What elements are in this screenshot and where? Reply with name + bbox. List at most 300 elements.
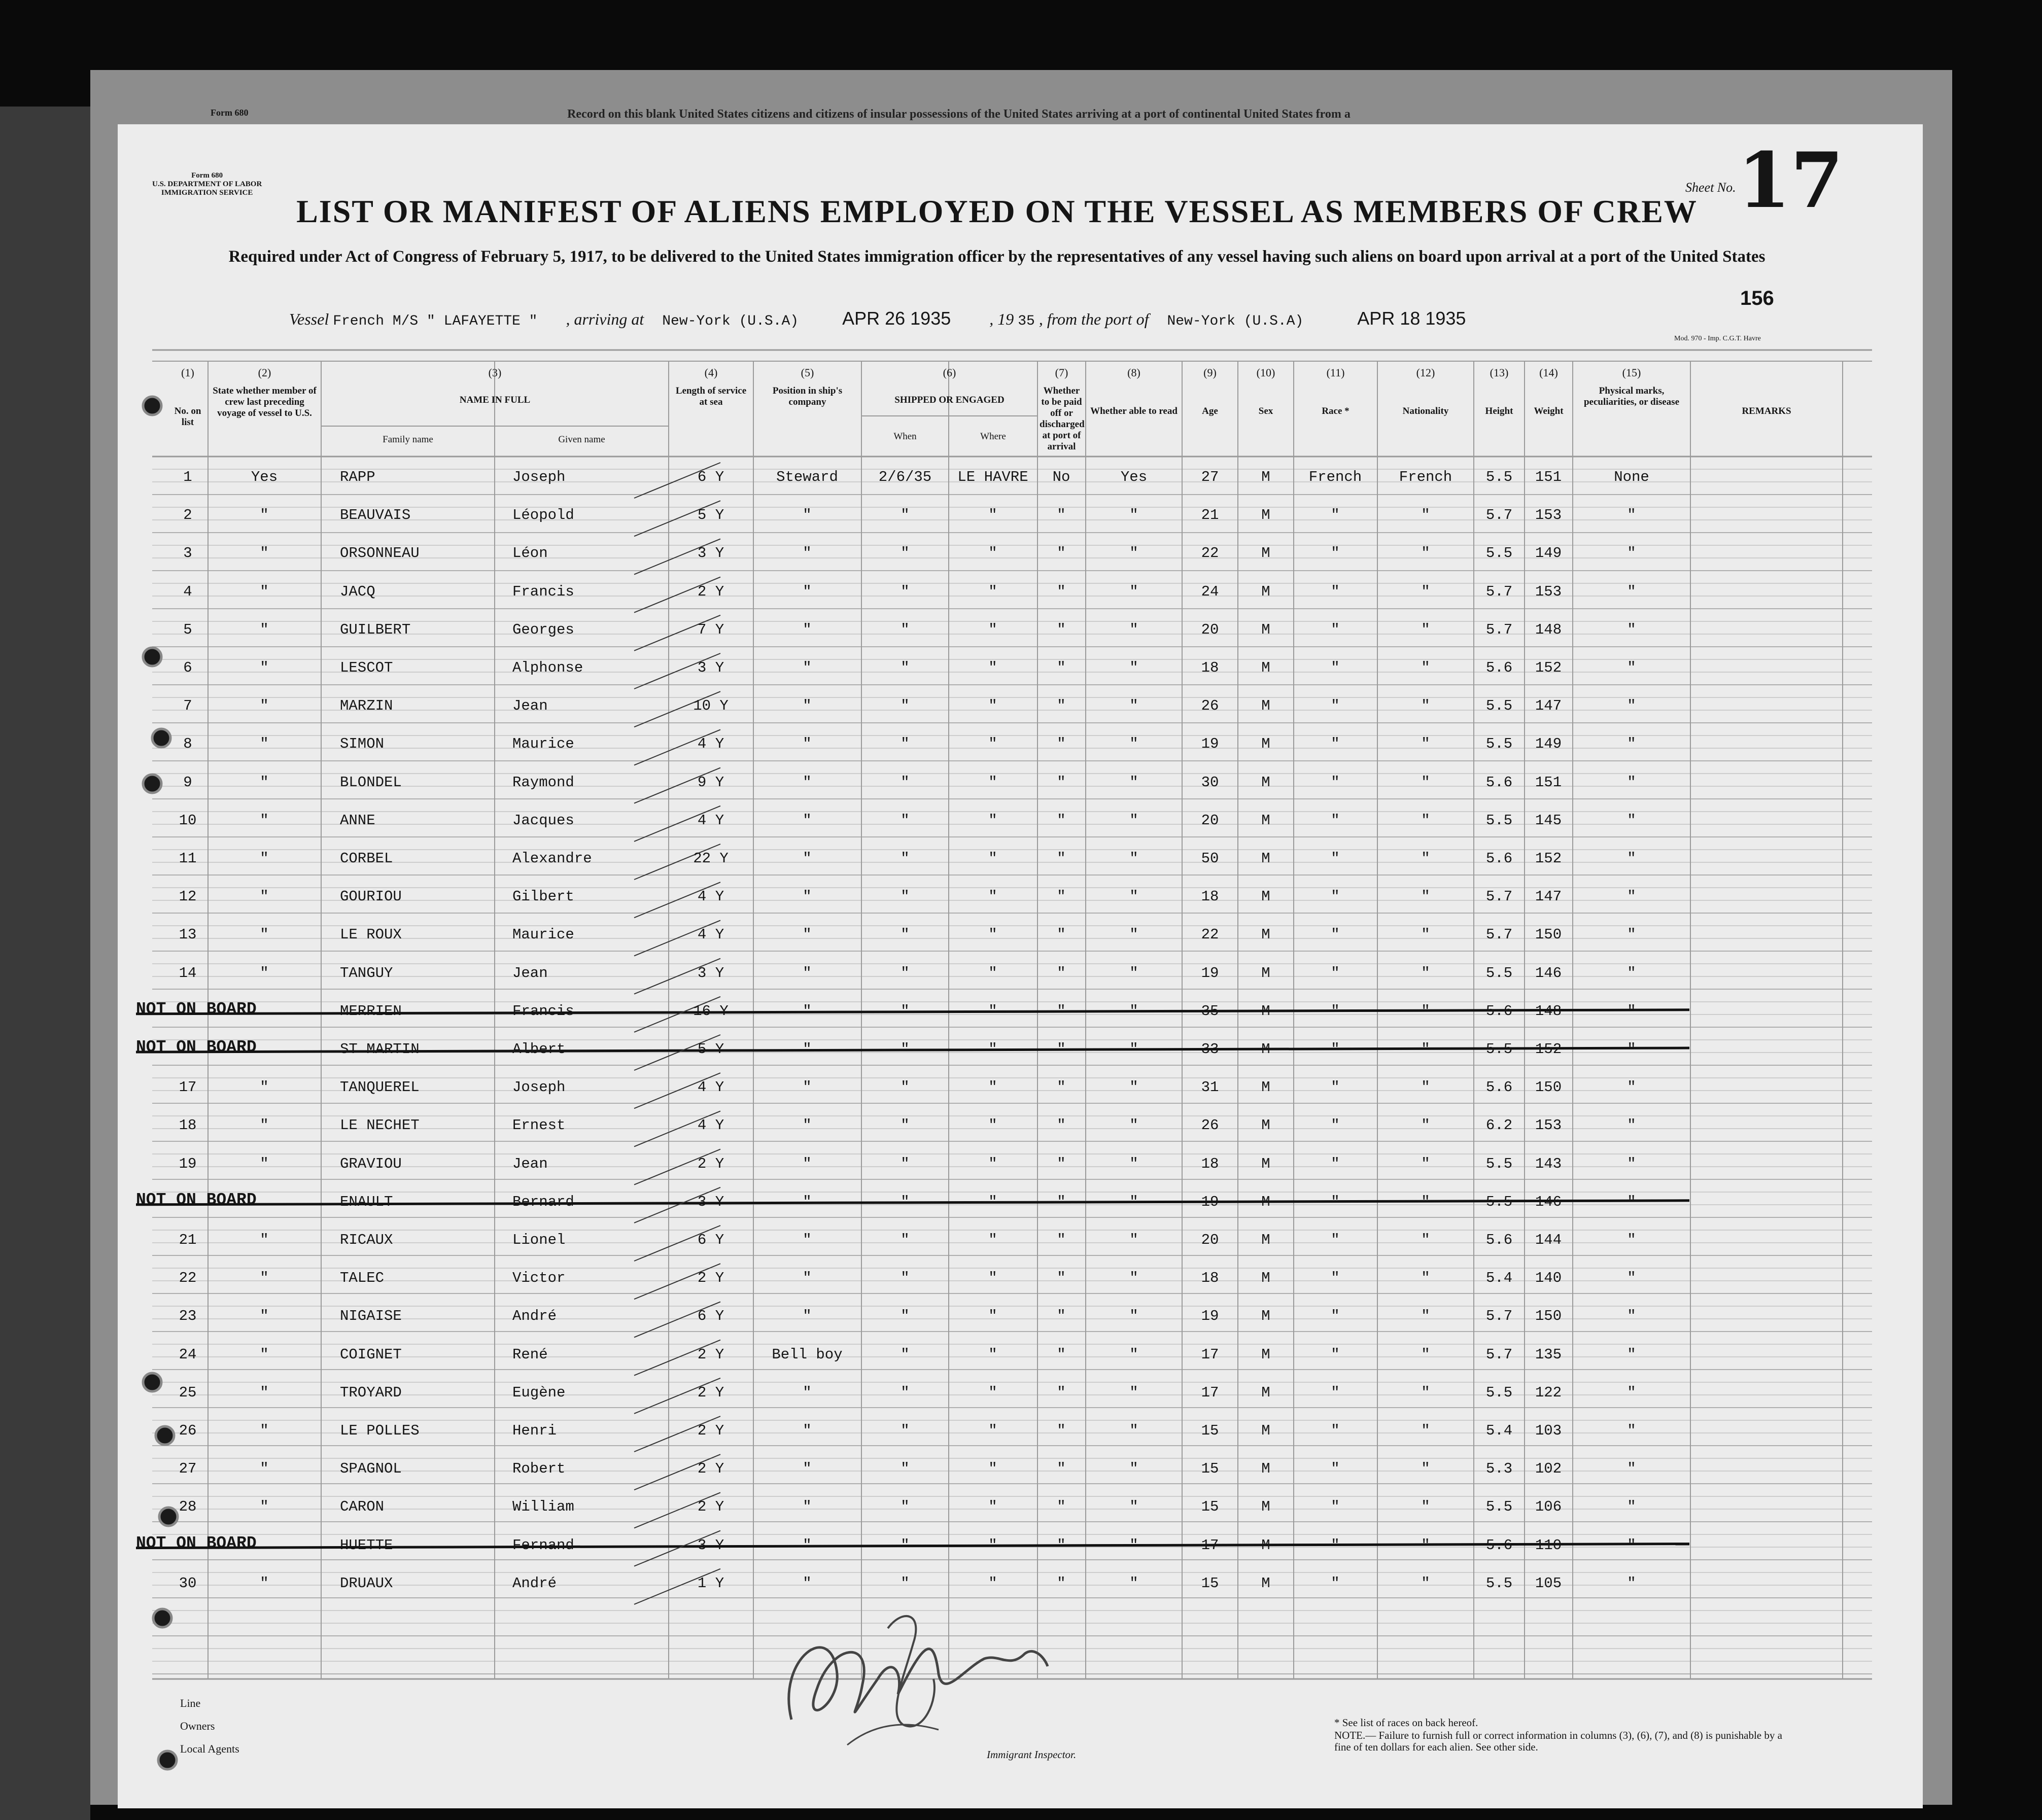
- cell-sex: M: [1261, 1041, 1270, 1058]
- cell-family: BEAUVAIS: [340, 507, 411, 524]
- column-header: REMARKS: [1742, 406, 1791, 416]
- cell-service: 3 Y: [697, 659, 724, 676]
- cell-race: ": [1331, 1536, 1340, 1554]
- cell-service: 6 Y: [697, 469, 724, 485]
- cell-nationality: ": [1421, 888, 1430, 905]
- cell-age: 21: [1201, 507, 1219, 524]
- cell-paid: ": [1057, 926, 1066, 943]
- cell-prev: ": [260, 850, 269, 867]
- column-number: (10): [1256, 366, 1275, 379]
- cell-when: ": [901, 621, 910, 638]
- cell-nationality: ": [1421, 1041, 1430, 1058]
- cell-read: ": [1129, 507, 1138, 524]
- punch-hole-icon: [143, 397, 161, 415]
- cell-paid: ": [1057, 545, 1066, 562]
- cell-weight: 147: [1535, 697, 1562, 715]
- cell-no: 30: [179, 1574, 197, 1592]
- cell-read: ": [1129, 1117, 1138, 1134]
- cell-family: MERRIEN: [340, 1002, 402, 1020]
- column-header: Whether to be paid off or discharged at port of arrival: [1040, 386, 1085, 452]
- cell-where: ": [988, 1574, 997, 1592]
- cell-marks: ": [1627, 1002, 1636, 1020]
- cell-family: CARON: [340, 1498, 385, 1516]
- cell-prev: ": [260, 1270, 269, 1287]
- cell-position: ": [803, 545, 812, 562]
- column-header: Weight: [1534, 406, 1564, 416]
- cell-sex: M: [1261, 697, 1270, 715]
- cell-family: ST MARTIN: [340, 1041, 420, 1058]
- not-on-board-note: NOT ON BOARD: [136, 1533, 257, 1553]
- cell-where: ": [988, 1346, 997, 1363]
- column-number: (5): [801, 366, 814, 379]
- cell-paid: ": [1057, 1002, 1066, 1020]
- cell-where: ": [988, 1041, 997, 1058]
- cell-position: ": [803, 697, 812, 715]
- cell-nationality: ": [1421, 812, 1430, 829]
- cell-read: ": [1129, 1193, 1138, 1210]
- cell-no: 22: [179, 1270, 197, 1287]
- cell-marks: ": [1627, 1574, 1636, 1592]
- cell-family: GUILBERT: [340, 621, 411, 638]
- cell-where: ": [988, 1536, 997, 1554]
- cell-family: TROYARD: [340, 1384, 402, 1401]
- column-number: (2): [258, 366, 271, 379]
- cell-height: 5.6: [1485, 774, 1513, 791]
- cell-family: HUETTE: [340, 1536, 393, 1554]
- cell-age: 15: [1201, 1460, 1219, 1478]
- cell-height: 5.5: [1485, 1041, 1513, 1058]
- cell-position: ": [803, 1117, 812, 1134]
- stamp-number: 156: [1740, 287, 1774, 309]
- cell-when: ": [901, 1155, 910, 1172]
- cell-paid: ": [1057, 1155, 1066, 1172]
- cell-position: ": [803, 1232, 812, 1248]
- cell-given: Eugène: [512, 1384, 566, 1401]
- cell-prev: ": [260, 1155, 269, 1172]
- cell-where: ": [988, 1270, 997, 1287]
- cell-paid: ": [1057, 697, 1066, 715]
- cell-given: Gilbert: [512, 888, 574, 905]
- cell-read: ": [1129, 1308, 1138, 1325]
- column-header: Age: [1202, 406, 1218, 416]
- cell-race: ": [1331, 1574, 1340, 1592]
- cell-no: 25: [179, 1384, 197, 1401]
- column-number: (14): [1539, 366, 1558, 379]
- cell-age: 19: [1201, 1308, 1219, 1325]
- cell-age: 31: [1201, 1079, 1219, 1096]
- cell-position: ": [803, 1460, 812, 1478]
- cell-family: ENAULT: [340, 1193, 393, 1210]
- cell-position: ": [803, 964, 812, 982]
- cell-sex: M: [1261, 850, 1270, 867]
- column-number: (13): [1490, 366, 1509, 379]
- cell-read: ": [1129, 736, 1138, 753]
- cell-given: Georges: [512, 621, 574, 638]
- cell-sex: M: [1261, 545, 1270, 562]
- cell-age: 35: [1201, 1002, 1219, 1020]
- cell-weight: 153: [1535, 507, 1562, 524]
- form-id-line: U.S. DEPARTMENT OF LABOR: [152, 180, 262, 188]
- cell-height: 5.5: [1485, 1155, 1513, 1172]
- cell-given: Victor: [512, 1270, 566, 1287]
- cell-position: ": [803, 507, 812, 524]
- not-on-board-note: NOT ON BOARD: [136, 1190, 257, 1209]
- cell-prev: ": [260, 1232, 269, 1248]
- cell-read: ": [1129, 1498, 1138, 1516]
- cell-paid: ": [1057, 1270, 1066, 1287]
- cell-no: 4: [183, 583, 192, 600]
- cell-nationality: ": [1421, 697, 1430, 715]
- from-date-stamp: APR 18 1935: [1357, 308, 1466, 329]
- race-footnote: * See list of races on back hereof.: [1334, 1717, 1478, 1729]
- column-number: (11): [1326, 366, 1345, 379]
- cell-when: ": [901, 1232, 910, 1248]
- cell-age: 20: [1201, 621, 1219, 638]
- cell-family: LE NECHET: [340, 1117, 420, 1134]
- cell-family: GRAVIOU: [340, 1155, 402, 1172]
- cell-prev: Yes: [251, 469, 278, 485]
- cell-where: ": [988, 1384, 997, 1401]
- cell-age: 30: [1201, 774, 1219, 791]
- cell-where: ": [988, 545, 997, 562]
- cell-service: 2 Y: [697, 1346, 724, 1363]
- cell-position: ": [803, 1536, 812, 1554]
- cell-paid: ": [1057, 736, 1066, 753]
- cell-family: LE POLLES: [340, 1422, 420, 1439]
- cell-when: ": [901, 926, 910, 943]
- cell-nationality: ": [1421, 774, 1430, 791]
- cell-given: William: [512, 1498, 574, 1516]
- cell-paid: ": [1057, 1079, 1066, 1096]
- cell-position: ": [803, 736, 812, 753]
- cell-height: 5.6: [1485, 1536, 1513, 1554]
- cell-height: 5.4: [1485, 1270, 1513, 1287]
- cell-age: 19: [1201, 1193, 1219, 1210]
- cell-nationality: ": [1421, 1498, 1430, 1516]
- cell-no: 24: [179, 1346, 197, 1363]
- cell-family: TANQUEREL: [340, 1079, 420, 1096]
- cell-race: French: [1308, 469, 1362, 485]
- cell-read: ": [1129, 545, 1138, 562]
- cell-paid: ": [1057, 850, 1066, 867]
- cell-no: 2: [183, 507, 192, 524]
- cell-weight: 151: [1535, 774, 1562, 791]
- cell-read: ": [1129, 1574, 1138, 1592]
- cell-read: ": [1129, 1270, 1138, 1287]
- cell-prev: ": [260, 1346, 269, 1363]
- cell-where: ": [988, 736, 997, 753]
- cell-family: CORBEL: [340, 850, 393, 867]
- cell-given: Jean: [512, 697, 548, 715]
- column-number: (1): [181, 366, 194, 379]
- cell-position: ": [803, 1193, 812, 1210]
- cell-paid: ": [1057, 1536, 1066, 1554]
- cell-service: 4 Y: [697, 1117, 724, 1134]
- cell-race: ": [1331, 812, 1340, 829]
- cell-prev: ": [260, 736, 269, 753]
- cell-age: 20: [1201, 812, 1219, 829]
- cell-sex: M: [1261, 1346, 1270, 1363]
- cell-no: 18: [179, 1117, 197, 1134]
- punch-hole-icon: [153, 1609, 171, 1627]
- cell-prev: ": [260, 1574, 269, 1592]
- cell-when: ": [901, 1422, 910, 1439]
- cell-nationality: ": [1421, 1155, 1430, 1172]
- cell-read: ": [1129, 1041, 1138, 1058]
- cell-paid: ": [1057, 964, 1066, 982]
- cell-sex: M: [1261, 1422, 1270, 1439]
- cell-nationality: ": [1421, 736, 1430, 753]
- cell-nationality: ": [1421, 1346, 1430, 1363]
- cell-marks: ": [1627, 1460, 1636, 1478]
- cell-nationality: ": [1421, 545, 1430, 562]
- cell-marks: ": [1627, 926, 1636, 943]
- cell-position: ": [803, 1422, 812, 1439]
- cell-read: ": [1129, 888, 1138, 905]
- cell-weight: 105: [1535, 1574, 1562, 1592]
- cell-paid: ": [1057, 1422, 1066, 1439]
- cell-sex: M: [1261, 621, 1270, 638]
- cell-weight: 152: [1535, 850, 1562, 867]
- cell-when: ": [901, 850, 910, 867]
- cell-age: 19: [1201, 964, 1219, 982]
- cell-family: JACQ: [340, 583, 375, 600]
- cell-sex: M: [1261, 1460, 1270, 1478]
- column-number: (7): [1055, 366, 1068, 379]
- cell-age: 15: [1201, 1574, 1219, 1592]
- cell-paid: ": [1057, 507, 1066, 524]
- vessel-label: Vessel: [289, 310, 329, 328]
- cell-race: ": [1331, 850, 1340, 867]
- cell-no: 11: [179, 850, 197, 867]
- cell-height: 5.5: [1485, 1384, 1513, 1401]
- cell-height: 5.7: [1485, 621, 1513, 638]
- cell-when: 2/6/35: [878, 469, 932, 485]
- cell-weight: 152: [1535, 1041, 1562, 1058]
- not-on-board-note: NOT ON BOARD: [136, 999, 257, 1019]
- year-label: , 19: [989, 310, 1014, 328]
- cell-prev: ": [260, 812, 269, 829]
- cell-position: ": [803, 812, 812, 829]
- cell-age: 27: [1201, 469, 1219, 485]
- cell-service: 1 Y: [697, 1574, 724, 1592]
- printer-note: Mod. 970 - Imp. C.G.T. Havre: [1674, 335, 1761, 342]
- cell-read: ": [1129, 659, 1138, 676]
- cell-when: ": [901, 507, 910, 524]
- cell-given: André: [512, 1308, 557, 1325]
- cell-paid: ": [1057, 1498, 1066, 1516]
- cell-sex: M: [1261, 1193, 1270, 1210]
- cell-given: Raymond: [512, 774, 574, 791]
- cell-no: 27: [179, 1460, 197, 1478]
- cell-position: ": [803, 1002, 812, 1020]
- cell-weight: 150: [1535, 1079, 1562, 1096]
- cell-marks: ": [1627, 507, 1636, 524]
- cell-nationality: ": [1421, 621, 1430, 638]
- cell-race: ": [1331, 697, 1340, 715]
- cell-paid: ": [1057, 1346, 1066, 1363]
- cell-given: Lionel: [512, 1232, 566, 1248]
- cell-marks: ": [1627, 964, 1636, 982]
- cell-when: ": [901, 545, 910, 562]
- cell-weight: 140: [1535, 1270, 1562, 1287]
- cell-nationality: ": [1421, 964, 1430, 982]
- cell-paid: No: [1052, 469, 1070, 485]
- cell-race: ": [1331, 1002, 1340, 1020]
- column-number: (15): [1622, 366, 1641, 379]
- cell-nationality: ": [1421, 1232, 1430, 1248]
- cell-nationality: ": [1421, 926, 1430, 943]
- punch-hole-icon: [158, 1751, 177, 1769]
- cell-age: 22: [1201, 545, 1219, 562]
- cell-given: Alexandre: [512, 850, 592, 867]
- cell-marks: ": [1627, 1498, 1636, 1516]
- column-number: (6): [943, 366, 956, 379]
- cell-nationality: ": [1421, 1384, 1430, 1401]
- top-strip-text: Record on this blank United States citizens and citizens of insular possessions of the United States arriving at a port of continental United States from a: [567, 108, 1351, 121]
- cell-read: ": [1129, 621, 1138, 638]
- cell-height: 5.6: [1485, 659, 1513, 676]
- cell-sex: M: [1261, 1002, 1270, 1020]
- cell-family: ORSONNEAU: [340, 545, 420, 562]
- cell-weight: 102: [1535, 1460, 1562, 1478]
- cell-paid: ": [1057, 621, 1066, 638]
- cell-race: ": [1331, 583, 1340, 600]
- cell-service: 6 Y: [697, 1308, 724, 1325]
- column-number: (3): [488, 366, 502, 379]
- cell-nationality: ": [1421, 659, 1430, 676]
- cell-race: ": [1331, 888, 1340, 905]
- cell-height: 5.6: [1485, 1079, 1513, 1096]
- cell-where: ": [988, 1002, 997, 1020]
- cell-family: MARZIN: [340, 697, 393, 715]
- cell-service: 2 Y: [697, 1422, 724, 1439]
- cell-read: Yes: [1120, 469, 1148, 485]
- cell-given: Francis: [512, 1002, 574, 1020]
- cell-age: 50: [1201, 850, 1219, 867]
- arriving-date-stamp: APR 26 1935: [842, 308, 951, 329]
- cell-sex: M: [1261, 1155, 1270, 1172]
- cell-family: GOURIOU: [340, 888, 402, 905]
- cell-when: ": [901, 774, 910, 791]
- cell-given: Jacques: [512, 812, 574, 829]
- cell-family: TANGUY: [340, 964, 393, 982]
- cell-marks: None: [1614, 469, 1649, 485]
- cell-family: DRUAUX: [340, 1574, 393, 1592]
- cell-sex: M: [1261, 1384, 1270, 1401]
- cell-when: ": [901, 1384, 910, 1401]
- cell-nationality: ": [1421, 1422, 1430, 1439]
- cell-weight: 145: [1535, 812, 1562, 829]
- cell-height: 5.4: [1485, 1422, 1513, 1439]
- cell-position: Steward: [776, 469, 838, 485]
- cell-sex: M: [1261, 469, 1270, 485]
- cell-marks: ": [1627, 697, 1636, 715]
- cell-where: ": [988, 583, 997, 600]
- cell-age: 26: [1201, 697, 1219, 715]
- cell-marks: ": [1627, 850, 1636, 867]
- cell-marks: ": [1627, 1308, 1636, 1325]
- cell-service: 2 Y: [697, 1498, 724, 1516]
- cell-read: ": [1129, 583, 1138, 600]
- cell-nationality: French: [1399, 469, 1452, 485]
- cell-service: 16 Y: [693, 1002, 729, 1020]
- cell-no: 14: [179, 964, 197, 982]
- cell-where: ": [988, 1232, 997, 1248]
- cell-height: 6.2: [1485, 1117, 1513, 1134]
- arriving-label: , arriving at: [566, 310, 644, 328]
- cell-when: ": [901, 697, 910, 715]
- cell-height: 5.7: [1485, 507, 1513, 524]
- cell-no: 6: [183, 659, 192, 676]
- cell-read: ": [1129, 1346, 1138, 1363]
- cell-position: ": [803, 888, 812, 905]
- cell-given: Ernest: [512, 1117, 566, 1134]
- cell-service: 2 Y: [697, 1460, 724, 1478]
- cell-where: ": [988, 1498, 997, 1516]
- cell-prev: ": [260, 1117, 269, 1134]
- cell-height: 5.5: [1485, 1193, 1513, 1210]
- line-label: Line: [180, 1697, 201, 1709]
- cell-marks: ": [1627, 736, 1636, 753]
- cell-weight: 146: [1535, 964, 1562, 982]
- cell-when: ": [901, 964, 910, 982]
- cell-paid: ": [1057, 1193, 1066, 1210]
- column-number: (12): [1416, 366, 1435, 379]
- from-port: New-York (U.S.A): [1167, 313, 1304, 329]
- cell-given: Léon: [512, 545, 548, 562]
- cell-age: 18: [1201, 659, 1219, 676]
- local-agents-label: Local Agents: [180, 1742, 239, 1755]
- cell-service: 7 Y: [697, 621, 724, 638]
- cell-weight: 153: [1535, 1117, 1562, 1134]
- cell-age: 15: [1201, 1498, 1219, 1516]
- cell-service: 4 Y: [697, 1079, 724, 1096]
- cell-weight: 148: [1535, 1002, 1562, 1020]
- cell-when: ": [901, 583, 910, 600]
- column-header: Physical marks, peculiarities, or disease: [1583, 386, 1680, 407]
- cell-prev: ": [260, 964, 269, 982]
- cell-position: ": [803, 621, 812, 638]
- cell-no: 17: [179, 1079, 197, 1096]
- cell-position: ": [803, 1270, 812, 1287]
- cell-paid: ": [1057, 1117, 1066, 1134]
- cell-marks: ": [1627, 1384, 1636, 1401]
- cell-sex: M: [1261, 736, 1270, 753]
- column-header: Position in ship's company: [772, 386, 843, 407]
- cell-marks: ": [1627, 1232, 1636, 1248]
- cell-sex: M: [1261, 1498, 1270, 1516]
- cell-nationality: ": [1421, 583, 1430, 600]
- cell-weight: 149: [1535, 545, 1562, 562]
- cell-service: 2 Y: [697, 1270, 724, 1287]
- cell-no: 3: [183, 545, 192, 562]
- cell-prev: ": [260, 774, 269, 791]
- cell-given: André: [512, 1574, 557, 1592]
- cell-when: ": [901, 659, 910, 676]
- cell-nationality: ": [1421, 1460, 1430, 1478]
- cell-where: ": [988, 1117, 997, 1134]
- cell-family: NIGAISE: [340, 1308, 402, 1325]
- cell-when: ": [901, 1079, 910, 1096]
- cell-marks: ": [1627, 812, 1636, 829]
- cell-paid: ": [1057, 1574, 1066, 1592]
- column-subheader: When: [893, 431, 917, 442]
- cell-marks: ": [1627, 774, 1636, 791]
- cell-paid: ": [1057, 583, 1066, 600]
- cell-race: ": [1331, 1117, 1340, 1134]
- cell-no: 13: [179, 926, 197, 943]
